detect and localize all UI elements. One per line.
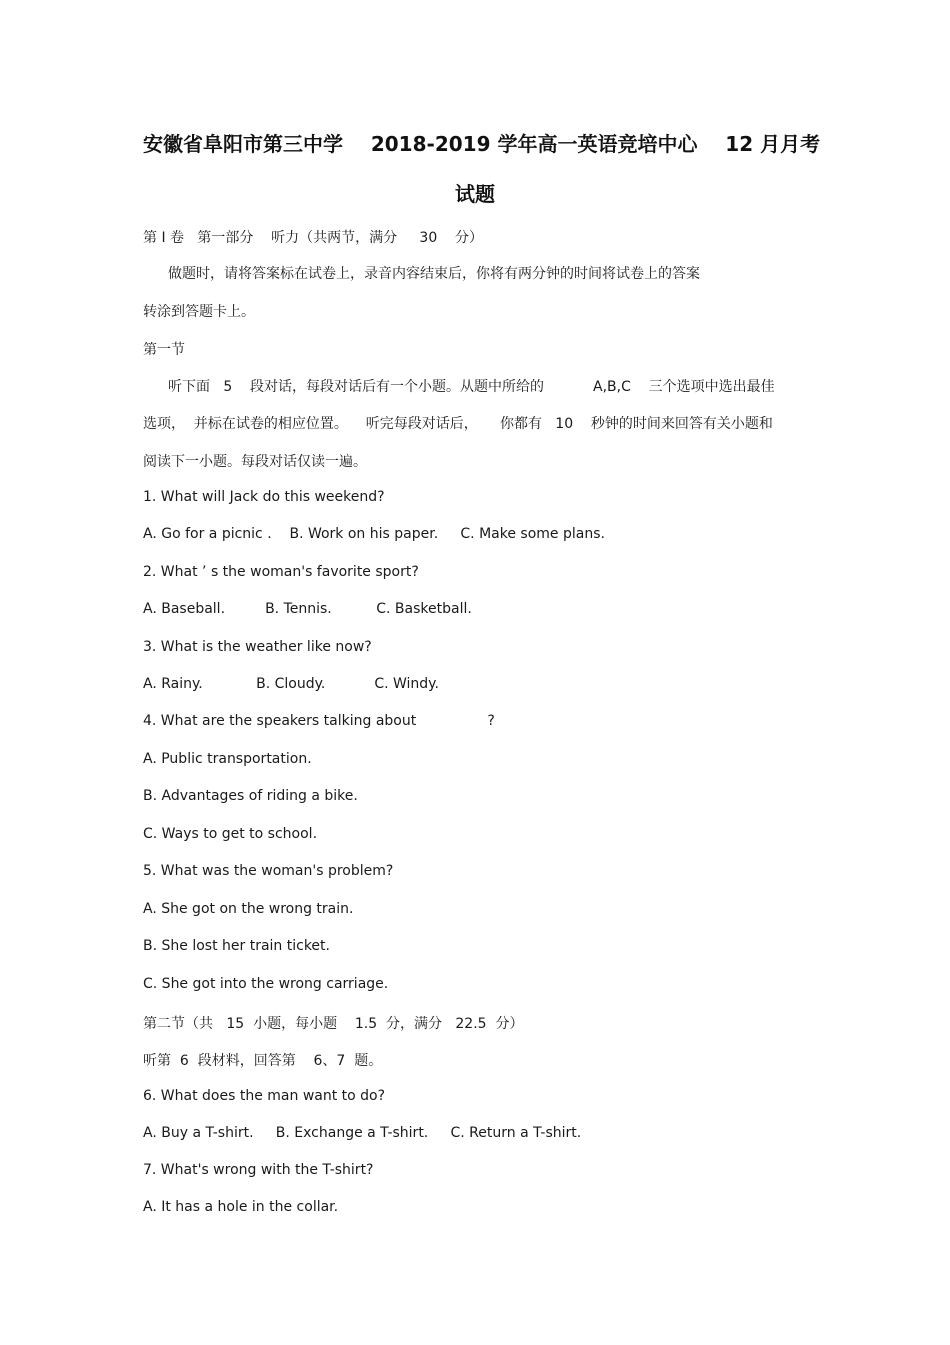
instruction-text: 选项， 并标在试卷的相应位置。 听完每段对话后， 你都有 10 秒钟的时间来回答有关小题和	[143, 416, 773, 432]
answer-options: A. Go for a picnic . B. Work on his paper. C. Make some plans.	[143, 526, 605, 542]
instruction-text: 听第 6 段材料，回答第 6、7 题。	[143, 1053, 383, 1069]
answer-option: A. She got on the wrong train.	[143, 901, 354, 917]
question: 1. What will Jack do this weekend?	[143, 489, 385, 505]
answer-options: A. Buy a T-shirt. B. Exchange a T-shirt. C. Return a T-shirt.	[143, 1125, 582, 1141]
answer-option: C. She got into the wrong carriage.	[143, 976, 389, 992]
answer-option: B. She lost her train ticket.	[143, 938, 330, 954]
question: 5. What was the woman's problem?	[143, 863, 394, 879]
answer-options: A. Baseball. B. Tennis. C. Basketball.	[143, 601, 472, 617]
instruction-text: 阅读下一小题。每段对话仅读一遍。	[143, 454, 367, 470]
section-header: 第二节（共 15 小题，每小题 1.5 分，满分 22.5 分）	[143, 1016, 524, 1032]
exam-title-line-1: 安徽省阜阳市第三中学 2018-2019 学年高一英语竞培中心 12 月月考	[143, 132, 821, 156]
answer-option: A. Public transportation.	[143, 751, 312, 767]
instruction-text: 做题时，请将答案标在试卷上，录音内容结束后，你将有两分钟的时间将试卷上的答案	[168, 266, 700, 282]
instruction-text: 转涂到答题卡上。	[143, 304, 255, 320]
answer-option: A. It has a hole in the collar.	[143, 1199, 339, 1215]
answer-options: A. Rainy. B. Cloudy. C. Windy.	[143, 676, 439, 692]
question: 3. What is the weather like now?	[143, 639, 372, 655]
section-header: 第 I 卷 第一部分 听力（共两节，满分 30 分）	[143, 230, 484, 246]
question: 2. What ’ s the woman's favorite sport?	[143, 564, 419, 580]
section-label: 第一节	[143, 342, 185, 358]
exam-title-line-2: 试题	[455, 182, 495, 206]
answer-option: C. Ways to get to school.	[143, 826, 318, 842]
answer-option: B. Advantages of riding a bike.	[143, 788, 358, 804]
instruction-text: 听下面 5 段对话，每段对话后有一个小题。从题中所给的 A,B,C 三个选项中选出最佳	[168, 379, 775, 395]
question: 7. What's wrong with the T-shirt?	[143, 1162, 374, 1178]
question: 4. What are the speakers talking about ?	[143, 713, 495, 729]
question: 6. What does the man want to do?	[143, 1088, 386, 1104]
